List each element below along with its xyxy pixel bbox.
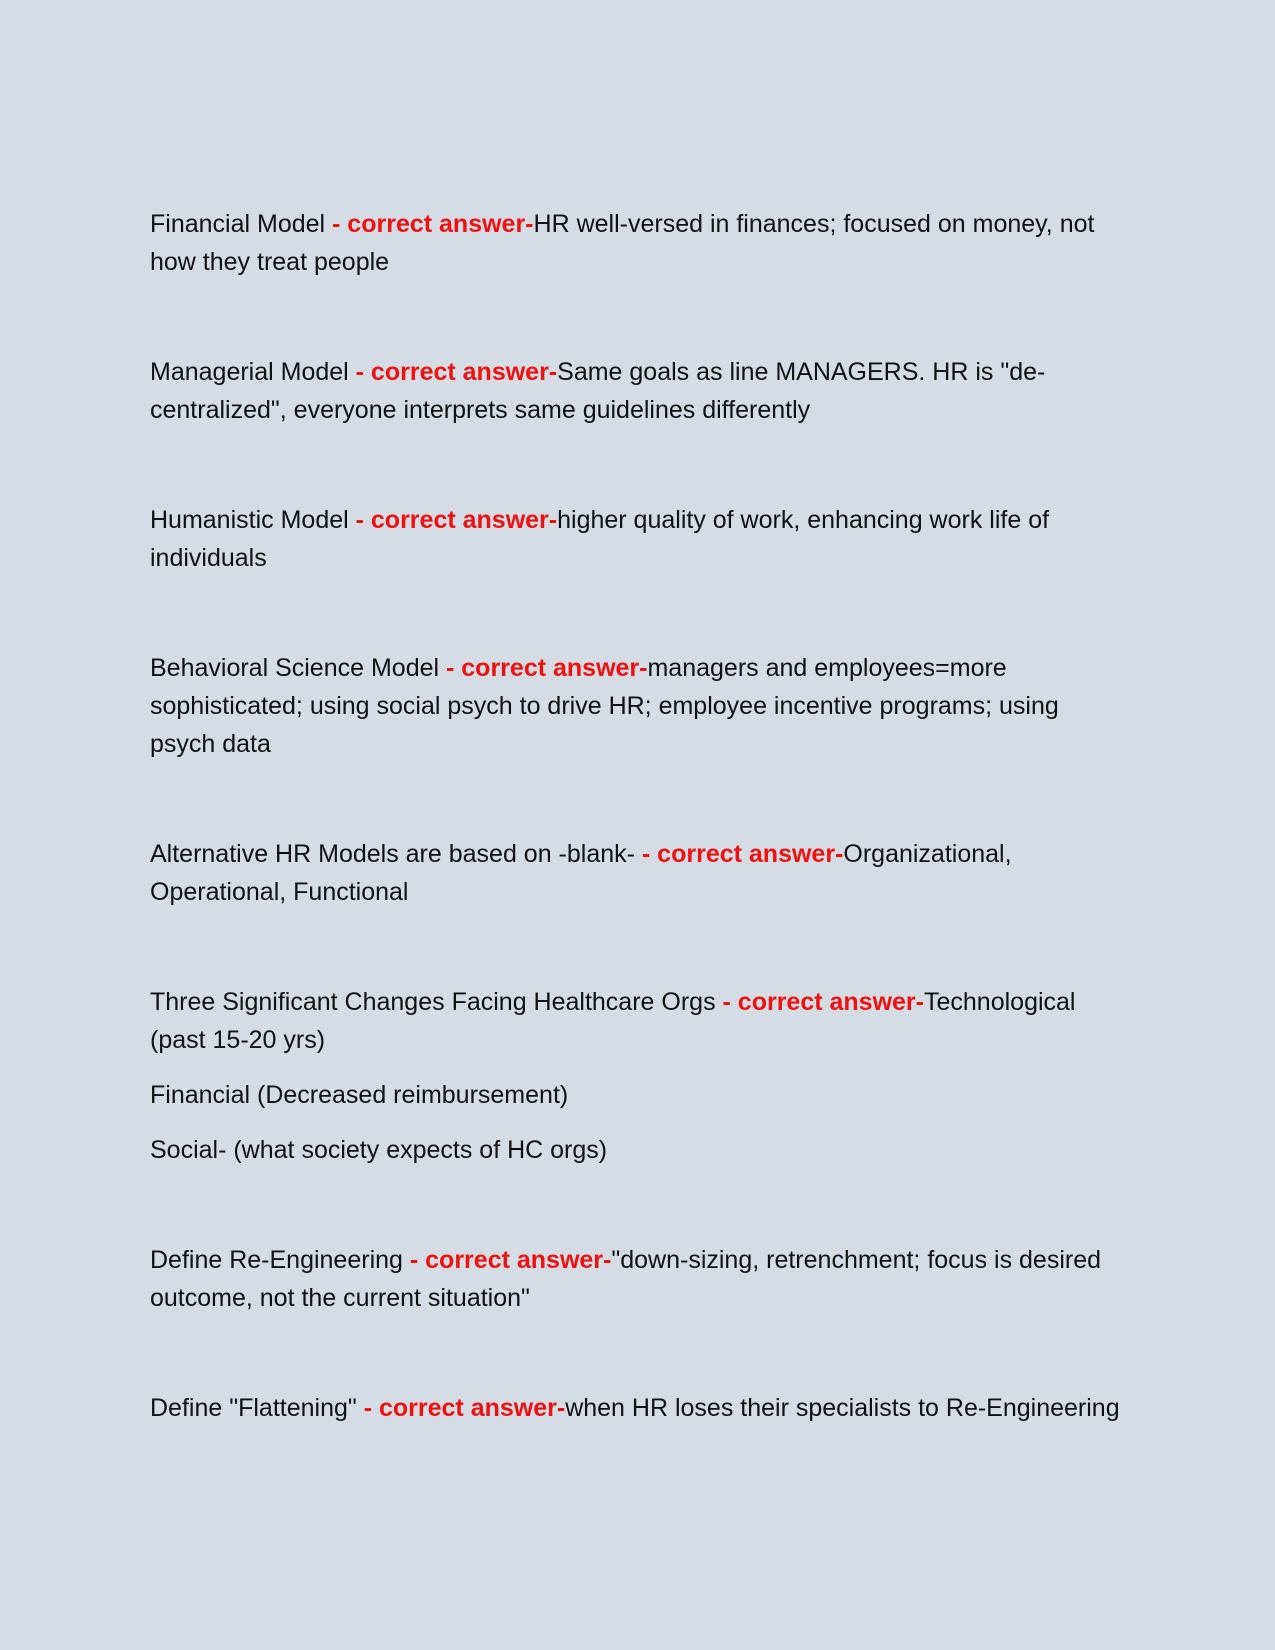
entry-text <box>150 1241 1130 1317</box>
answer-separator: - correct answer- <box>402 1246 612 1274</box>
entry-financial-model <box>150 205 1130 281</box>
answer-separator: - correct answer- <box>439 654 648 682</box>
entry-text <box>150 501 1130 577</box>
entry-term: Financial Model <box>150 210 326 238</box>
entry-managerial-model <box>150 353 1130 429</box>
entry-define-re-engineering <box>150 1241 1130 1317</box>
entry-term: Humanistic Model <box>150 506 349 534</box>
entry-behavioral-science-model <box>150 649 1130 763</box>
answer-separator: - correct answer- <box>356 1394 566 1422</box>
entry-definition: Technological (past 15-20 yrs) <box>150 988 1076 1054</box>
entry-text <box>150 353 1130 429</box>
answer-separator: - correct answer- <box>348 358 558 386</box>
entry-definition: HR well-versed in finances; focused on money, not how they treat people <box>150 210 1095 276</box>
entry-alternative-hr-models <box>150 835 1130 911</box>
entry-term: Behavioral Science Model <box>150 654 440 682</box>
entry-text <box>150 1389 1130 1427</box>
entry-term: Define Re-Engineering <box>150 1246 403 1274</box>
entry-humanistic-model <box>150 501 1130 577</box>
entry-text <box>150 835 1130 911</box>
entry-definition: "down-sizing, retrenchment; focus is desired outcome, not the current situation" <box>150 1246 1102 1312</box>
entry-extra-line: Financial (Decreased reimbursement) <box>150 1081 569 1109</box>
flashcard-document <box>150 205 1130 1499</box>
entry-definition: managers and employees=more sophisticated; using social psych to drive HR; employee incentive programs; using psych data <box>150 654 1059 758</box>
entry-term: Alternative HR Models are based on -blank- <box>150 840 635 868</box>
entry-term: Managerial Model <box>150 358 349 386</box>
entry-definition: when HR loses their specialists to Re-Engineering <box>565 1394 1120 1422</box>
entry-term: Three Significant Changes Facing Healthcare Orgs <box>150 988 716 1016</box>
entry-text <box>150 649 1130 763</box>
entry-extra-line: Social- (what society expects of HC orgs) <box>150 1136 608 1164</box>
entry-definition: Same goals as line MANAGERS. HR is "de-centralized", everyone interprets same guidelines differently <box>150 358 1046 424</box>
entry-term: Define "Flattening" <box>150 1394 357 1422</box>
entry-text <box>150 983 1130 1059</box>
entry-three-significant-changes <box>150 983 1130 1169</box>
entry-definition: Organizational, Operational, Functional <box>150 840 1012 906</box>
answer-separator: - correct answer- <box>348 506 558 534</box>
answer-separator: - correct answer- <box>325 210 534 238</box>
entry-definition: higher quality of work, enhancing work life of individuals <box>150 506 1050 572</box>
entry-define-flattening <box>150 1389 1130 1427</box>
answer-separator: - correct answer- <box>634 840 844 868</box>
answer-separator: - correct answer- <box>715 988 924 1016</box>
entry-text <box>150 205 1130 281</box>
